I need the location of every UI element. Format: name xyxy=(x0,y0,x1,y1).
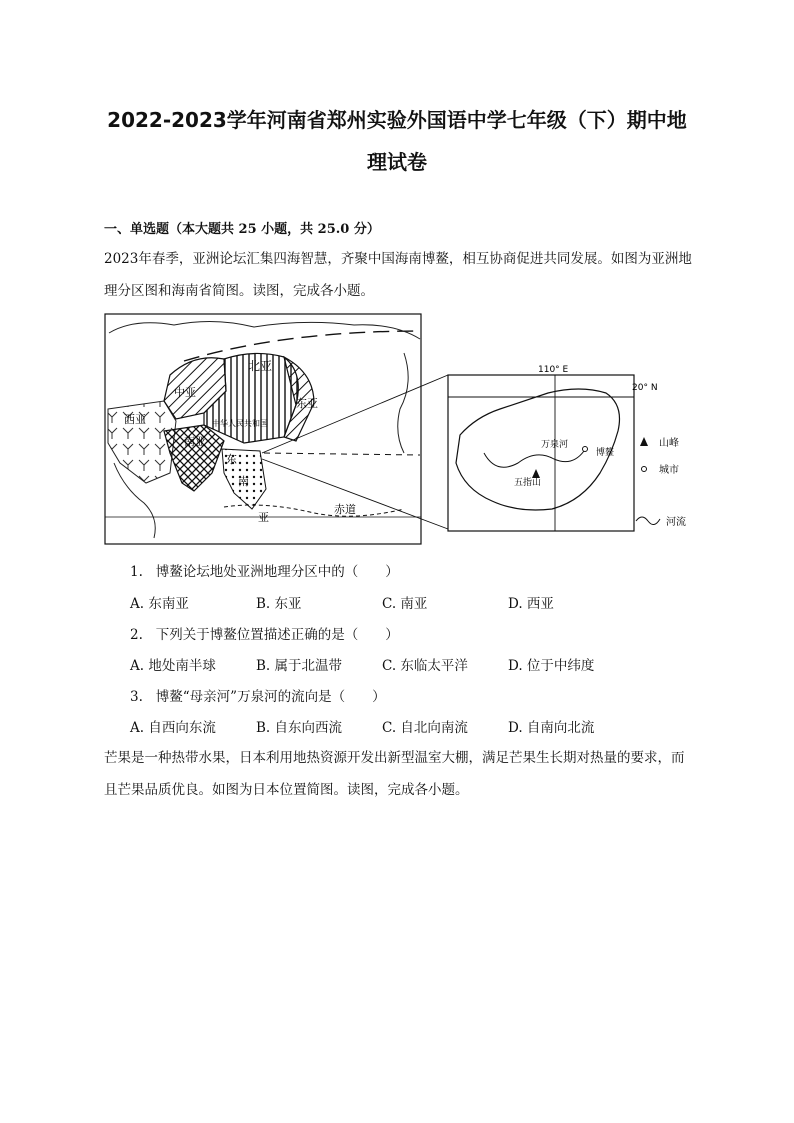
option-d[interactable]: D. 西亚 xyxy=(508,596,554,612)
hainan-inset-map xyxy=(448,365,658,531)
option-a[interactable]: A. 自西向东流 xyxy=(130,720,216,736)
option-a[interactable]: A. 地处南半球 xyxy=(130,658,216,674)
option-a[interactable]: A. 东南亚 xyxy=(130,596,189,612)
option-c[interactable]: C. 自北向南流 xyxy=(382,720,468,736)
label-river-wanquan: 万泉河 xyxy=(541,440,569,450)
question-2 xyxy=(130,623,399,643)
map-legend xyxy=(636,436,686,528)
label-central-asia: 中亚 xyxy=(174,386,196,399)
question-3-options xyxy=(130,716,650,736)
option-b[interactable]: B. 属于北温带 xyxy=(256,658,343,674)
asia-map xyxy=(105,314,448,544)
river-icon xyxy=(636,517,660,525)
option-d[interactable]: D. 自南向北流 xyxy=(508,720,595,736)
label-west-asia: 西亚 xyxy=(124,413,146,426)
page-title-line-2: 理试卷 xyxy=(367,150,427,174)
label-peak-wuzhi: 五指山 xyxy=(514,478,542,488)
label-longitude: 110° E xyxy=(538,365,569,375)
question-number: 2. xyxy=(130,627,143,643)
question-text: 博鳌“母亲河”万泉河的流向是（ ） xyxy=(155,689,386,705)
intro-paragraph-2: 芒果是一种热带水果，日本利用地热资源开发出新型温室大棚，满足芒果生长期对热量的要求，而且芒果品质优良。如图为日本位置简图。读图，完成各小题。 xyxy=(104,750,685,798)
peak-icon xyxy=(640,437,648,446)
label-southeast-1: 东 xyxy=(226,453,237,466)
label-southeast-3: 亚 xyxy=(258,511,269,524)
city-icon xyxy=(642,467,647,472)
legend-river: 河流 xyxy=(666,517,686,528)
section-heading: 一、单选题（本大题共 25 小题，共 25.0 分） xyxy=(104,222,380,237)
page-title-line-1: 2022-2023学年河南省郑州实验外国语中学七年级（下）期中地 xyxy=(107,108,687,132)
question-text: 博鳌论坛地处亚洲地理分区中的（ ） xyxy=(155,564,399,580)
option-c[interactable]: C. 东临太平洋 xyxy=(382,658,468,674)
question-3 xyxy=(130,685,386,705)
question-number: 1. xyxy=(130,564,143,580)
question-number: 3. xyxy=(130,689,143,705)
label-south-asia: 南亚 xyxy=(184,435,206,448)
question-text: 下列关于博鳌位置描述正确的是（ ） xyxy=(155,627,399,643)
option-b[interactable]: B. 东亚 xyxy=(256,596,302,612)
label-equator: 赤道 xyxy=(334,503,356,516)
label-north-asia: 北亚 xyxy=(248,359,273,373)
label-east-asia: 东亚 xyxy=(296,397,318,410)
legend-city: 城市 xyxy=(659,465,679,476)
option-c[interactable]: C. 南亚 xyxy=(382,596,428,612)
intro-paragraph-1: 2023年春季，亚洲论坛汇集四海智慧，齐聚中国海南博鳌，相互协商促进共同发展。如图为亚洲地理分区图和海南省简图。读图，完成各小题。 xyxy=(104,251,692,299)
question-1 xyxy=(130,560,399,580)
legend-peak: 山峰 xyxy=(659,438,679,449)
label-china: 中华人民共和国 xyxy=(212,419,268,428)
question-1-options xyxy=(130,592,650,612)
label-southeast-2: 南 xyxy=(238,475,249,488)
label-latitude: 20° N xyxy=(632,383,658,393)
option-b[interactable]: B. 自东向西流 xyxy=(256,720,343,736)
option-d[interactable]: D. 位于中纬度 xyxy=(508,658,595,674)
question-2-options xyxy=(130,654,650,674)
label-city-boao: 博鳌 xyxy=(596,448,615,458)
map-figure xyxy=(104,313,704,545)
